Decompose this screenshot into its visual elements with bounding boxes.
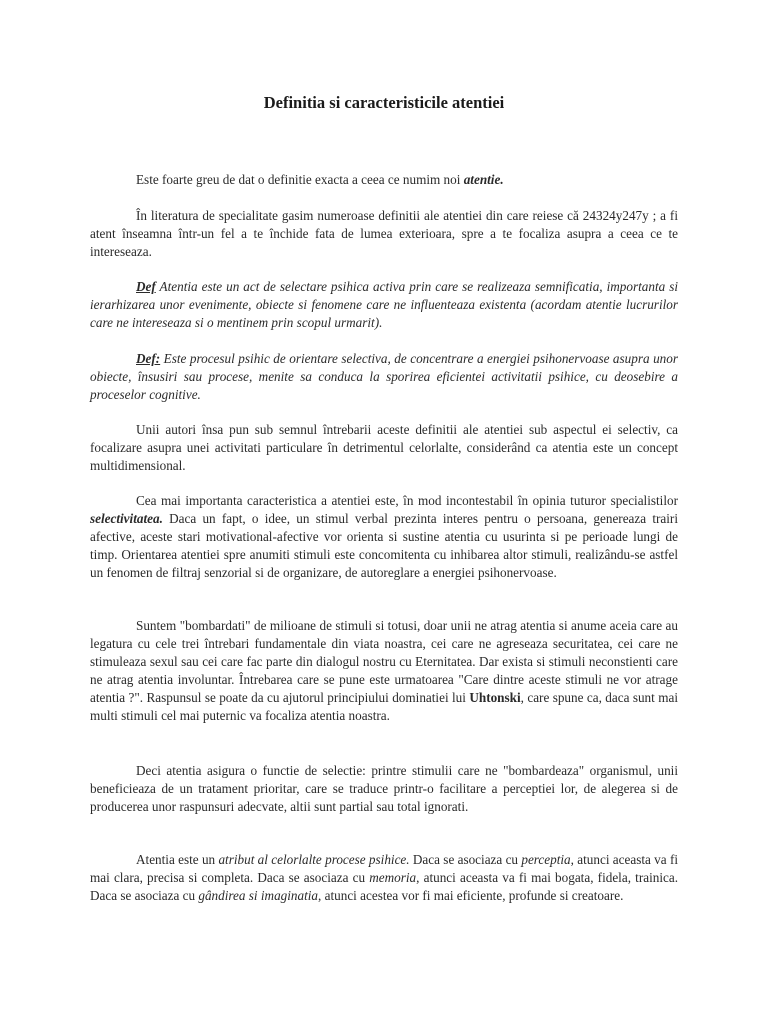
text-span: , care spune ca, daca sunt mai multi stimuli cel mai puternic va focaliza atentia noastra. (90, 689, 678, 723)
definition-label: Def (136, 279, 156, 294)
text-span: În literatura de specialitate gasim numeroase definitii ale atentiei din care reiese că 24324y247y ; a fi atent înseamna într-un fel a te închide fata de lumea exterioara, spre a te focaliza asupra a ceea ce te intereseaza. (90, 208, 678, 259)
paragraph-7 (90, 617, 678, 724)
emphasis-term: selectivitatea. (90, 510, 163, 526)
text-span: Daca se asociaza cu (409, 852, 522, 867)
paragraph-1 (90, 171, 678, 189)
text-span: Este procesul psihic de orientare selectiva, de concentrare a energiei psihonervoase asupra unor obiecte, însusiri sau procese, menite sa conduca la sporirea eficientei activitatii psihice, cu deosebire a proceselor cognitive. (90, 351, 678, 402)
text-span: Daca un fapt, o idee, un stimul verbal prezinta interes pentru o persoana, genereaza trairi afective, aceste stari motivational-afective vor orienta si sustine atentia cu usurinta si pe perioade lungi de timp. Orientarea atentiei spre anumiti stimuli este concomitenta cu inhibarea altor stimuli, realizându-se astfel un fenomen de filtraj senzorial si de organizare, de autoreglare a energiei psihonervoase. (90, 510, 678, 580)
paragraph-8 (90, 762, 678, 816)
paragraph-2 (90, 207, 678, 261)
paragraph-definition-1 (90, 278, 678, 332)
text-span: Atentia este un (136, 852, 219, 867)
definition-label: Def: (136, 351, 161, 366)
emphasis-term: gândirea si imaginatia (198, 887, 319, 903)
paragraph-definition-2 (90, 350, 678, 404)
paragraph-5 (90, 421, 678, 475)
text-span: Deci atentia asigura o functie de selectie: printre stimulii care ne "bombardeaza" organismul, unii beneficieaza de un tratament prioritar, care se traduce printr-o facilitare a perceptiei lor, de alegerea si de producerea unor raspunsuri adecvate, altii sunt partial sau total ignorati. (90, 763, 678, 814)
text-span: , atunci aceasta va fi mai bogata, fidela, trainica. Daca se asociaza cu (90, 869, 679, 903)
text-span: , atunci acestea vor fi mai eficiente, profunde si creatoare. (318, 887, 624, 903)
document-title: Definitia si caracteristicile atentiei (263, 93, 505, 112)
paragraph-9 (90, 851, 678, 905)
emphasis-term: atentie. (463, 172, 504, 187)
text-span: Atentia este un act de selectare psihica activa prin care se realizeaza semnificatia, importanta si ierarhizarea unor evenimente, obiecte si fenomene care ne influenteaza existenta (acordam atentie lucrurilor care ne intereseaza si o mentinem prin scopul urmarit). (90, 279, 678, 330)
emphasis-term: perceptia (521, 852, 571, 867)
emphasis-term: memoria (369, 869, 417, 885)
text-span: Cea mai importanta caracteristica a atentiei este, în mod incontestabil în opinia tuturor specialistilor (136, 493, 678, 508)
paragraph-6 (90, 492, 678, 582)
author-name: Uhtonski (469, 689, 521, 705)
text-span: , atunci aceasta va fi mai clara, precisa si completa. Daca se asociaza cu (90, 852, 678, 885)
emphasis-term: atribut al celorlalte procese psihice. (218, 852, 410, 867)
text-span: Unii autori însa pun sub semnul întrebarii aceste definitii ale atentiei sub aspectul ei selectiv, ca focalizare asupra unei activitati particulare în detrimentul celorlalte, considerând ca atentia este un concept multidimensional. (90, 422, 678, 473)
text-span: Suntem "bombardati" de milioane de stimuli si totusi, doar unii ne atrag atentia si anume aceia care au legatura cu cele trei întrebari fundamentale din viata noastra, cei care ne agreseaza securitatea, cei care ne stimuleaza sexul sau cei care fac parte din dialogul nostru cu Eternitatea. Dar exista si stimuli neconstienti care ne atrag atentia involuntar. Întrebarea care se pune este urmatoarea "Care dintre aceste stimuli ne vor atrage atentia ?". Raspunsul se poate da cu ajutorul principiului dominatiei lui (90, 618, 678, 705)
text-span: Este foarte greu de dat o definitie exacta a ceea ce numim noi (136, 172, 464, 187)
